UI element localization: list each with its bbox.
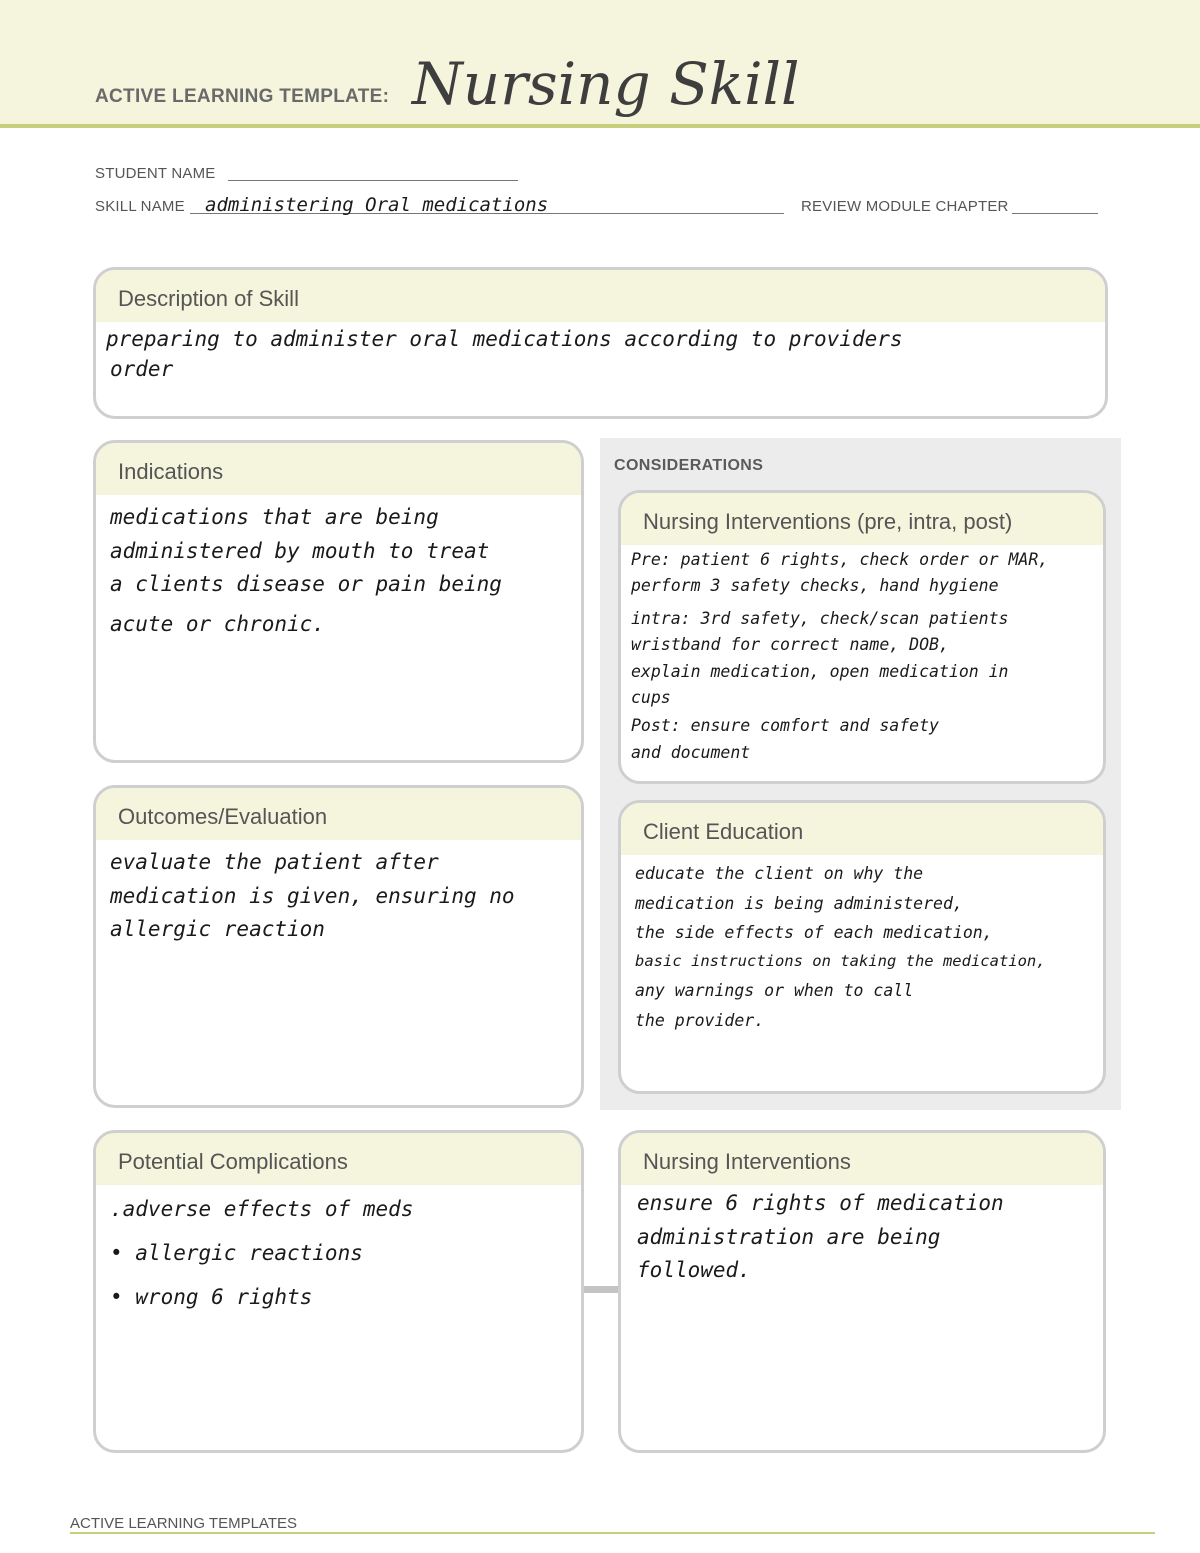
connector-bar: [582, 1286, 622, 1293]
description-line: preparing to administer oral medications according to providers: [106, 327, 903, 351]
indications-box: [93, 440, 584, 763]
client-education-title: Client Education: [621, 803, 1103, 855]
client-education-line: the provider.: [635, 1010, 765, 1030]
ppi-line: and document: [631, 742, 751, 762]
indications-line: administered by mouth to treat: [110, 538, 490, 563]
description-title: Description of Skill: [96, 270, 1105, 322]
indications-line: medications that are being: [110, 505, 439, 529]
nursing-interventions-title: Nursing Interventions: [621, 1133, 1103, 1185]
ppi-line: intra: 3rd safety, check/scan patients: [631, 608, 1009, 628]
nursing-interventions-text[interactable]: [621, 1185, 1103, 1288]
ppi-line: perform 3 safety checks, hand hygiene: [631, 576, 999, 596]
student-name-field[interactable]: [228, 180, 518, 181]
complications-title: Potential Complications: [96, 1133, 581, 1185]
complications-box: [93, 1130, 584, 1453]
outcomes-line: evaluate the patient after: [110, 850, 439, 874]
footer-text: ACTIVE LEARNING TEMPLATES: [70, 1515, 297, 1532]
indications-line: acute or chronic.: [110, 611, 325, 636]
complications-text[interactable]: [96, 1185, 581, 1319]
nursing-interventions-line: administration are being: [637, 1224, 941, 1249]
review-module-field[interactable]: [1012, 213, 1098, 214]
indications-title: Indications: [96, 443, 581, 495]
nursing-interventions-line: ensure 6 rights of medication: [637, 1191, 1004, 1215]
review-module-label: REVIEW MODULE CHAPTER: [801, 198, 1009, 215]
outcomes-text[interactable]: [96, 840, 581, 947]
ppi-line: Pre: patient 6 rights, check order or MAR,: [631, 550, 1049, 569]
nursing-interventions-ppi-text[interactable]: [621, 545, 1103, 766]
client-education-line: medication is being administered,: [635, 893, 963, 913]
complications-line: • allergic reactions: [110, 1241, 363, 1266]
indications-line: a clients disease or pain being: [110, 572, 502, 597]
indications-text[interactable]: [96, 495, 581, 641]
nursing-interventions-ppi-title: Nursing Interventions (pre, intra, post): [621, 493, 1103, 545]
client-education-line: any warnings or when to call: [635, 980, 914, 1000]
student-name-label: STUDENT NAME: [95, 165, 216, 182]
client-education-line: the side effects of each medication,: [635, 923, 993, 943]
footer-divider: [70, 1532, 1155, 1534]
nursing-interventions-ppi-box: [618, 490, 1106, 784]
nursing-interventions-line: followed.: [637, 1258, 751, 1283]
description-box: [93, 267, 1108, 419]
outcomes-title: Outcomes/Evaluation: [96, 788, 581, 840]
template-label: ACTIVE LEARNING TEMPLATE:: [95, 86, 390, 107]
considerations-label: CONSIDERATIONS: [614, 457, 764, 474]
outcomes-box: [93, 785, 584, 1108]
skill-name-label: SKILL NAME: [95, 198, 185, 215]
page-title: Nursing Skill: [412, 50, 800, 118]
ppi-line: cups: [631, 687, 671, 707]
client-education-line: educate the client on why the: [635, 864, 924, 883]
description-text[interactable]: [96, 322, 1105, 385]
description-line: order: [110, 357, 174, 382]
complications-line: • wrong 6 rights: [110, 1285, 313, 1310]
client-education-line: basic instructions on taking the medication,: [635, 952, 1046, 971]
complications-line: .adverse effects of meds: [110, 1197, 414, 1221]
client-education-text[interactable]: [621, 855, 1103, 1035]
client-education-box: [618, 800, 1106, 1094]
outcomes-line: medication is given, ensuring no: [110, 883, 515, 908]
nursing-interventions-box: [618, 1130, 1106, 1453]
ppi-line: wristband for correct name, DOB,: [631, 635, 949, 655]
skill-name-value: administering Oral medications: [205, 194, 549, 216]
ppi-line: Post: ensure comfort and safety: [631, 716, 939, 736]
outcomes-line: allergic reaction: [110, 917, 325, 942]
ppi-line: explain medication, open medication in: [631, 661, 1009, 681]
